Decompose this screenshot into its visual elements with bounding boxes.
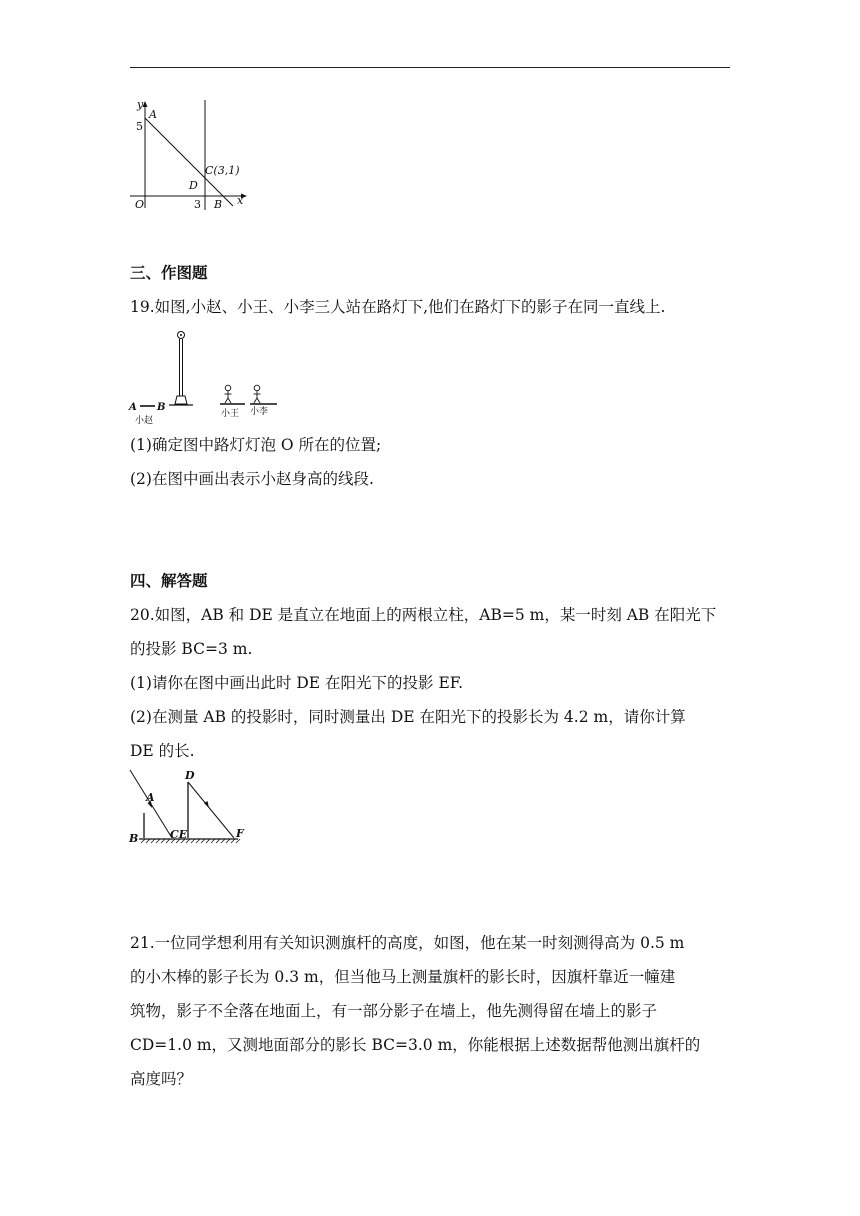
label-ce: CE (170, 828, 188, 841)
label-a: A (129, 402, 137, 413)
line-ab (145, 118, 233, 206)
q19-part1: (1)确定图中路灯灯泡 O 所在的位置; (130, 436, 382, 454)
person-li-label: 小李 (250, 407, 269, 417)
q21-line3: 筑物，影子不全落在地面上，有一部分影子在墙上，他先测得留在墙上的影子 (130, 1002, 658, 1020)
person-wang-label: 小王 (221, 409, 240, 419)
section-4-heading: 四、解答题 (130, 572, 208, 590)
q20-part2-line1: (2)在测量 AB 的投影时，同时测量出 DE 在阳光下的投影长为 4.2 m，请你计算 (130, 708, 686, 726)
coordinate-figure (125, 96, 255, 214)
q21-line5: 高度吗？ (130, 1070, 193, 1088)
q19-part2: (2)在图中画出表示小赵身高的线段. (130, 470, 374, 488)
origin-label: O (135, 198, 145, 211)
label-a: A (146, 791, 155, 804)
label-b: B (129, 832, 139, 845)
person-wang-icon (225, 385, 232, 403)
q20-line2: 的投影 BC=3 m. (130, 640, 253, 658)
lamp-base (175, 396, 187, 404)
tick-y-5: 5 (136, 120, 143, 133)
label-f: F (236, 827, 244, 840)
point-d-label: D (189, 179, 198, 192)
q19-stem: 19.如图,小赵、小王、小李三人站在路灯下,他们在路灯下的影子在同一直线上. (130, 298, 666, 316)
q20-part1: (1)请你在图中画出此时 DE 在阳光下的投影 EF. (130, 674, 464, 692)
label-b: B (157, 402, 166, 413)
section-3-heading: 三、作图题 (130, 264, 208, 282)
person-zhao-label: 小赵 (135, 416, 154, 426)
q21-line2: 的小木棒的影子长为 0.3 m，但当他马上测量旗杆的影长时，因旗杆靠近一幢建 (130, 968, 676, 986)
point-c-label: C(3,1) (205, 164, 240, 177)
q21-line4: CD=1.0 m，又测地面部分的影长 BC=3.0 m，你能根据上述数据帮他测出旗杆的 (130, 1036, 701, 1054)
point-a-label: A (149, 108, 157, 121)
q20-part2-line2: DE 的长. (130, 742, 195, 760)
label-d: D (185, 769, 195, 782)
sun-ray-de (188, 782, 234, 838)
q21-line1: 21.一位同学想利用有关知识测旗杆的高度，如图，他在某一时刻测得高为 0.5 m (130, 934, 685, 952)
x-axis-label: x (237, 194, 244, 207)
tick-x-3: 3 (194, 198, 201, 211)
sunlight-figure (125, 766, 255, 856)
header-rule (130, 67, 730, 68)
q20-line1: 20.如图，AB 和 DE 是直立在地面上的两根立柱，AB=5 m，某一时刻 AB 在阳光下 (130, 606, 717, 624)
y-axis-arrow (143, 101, 148, 107)
y-axis-label: y (137, 98, 144, 111)
point-b-label: B (214, 198, 223, 211)
streetlight-figure (125, 326, 285, 426)
person-li-icon (254, 385, 261, 403)
